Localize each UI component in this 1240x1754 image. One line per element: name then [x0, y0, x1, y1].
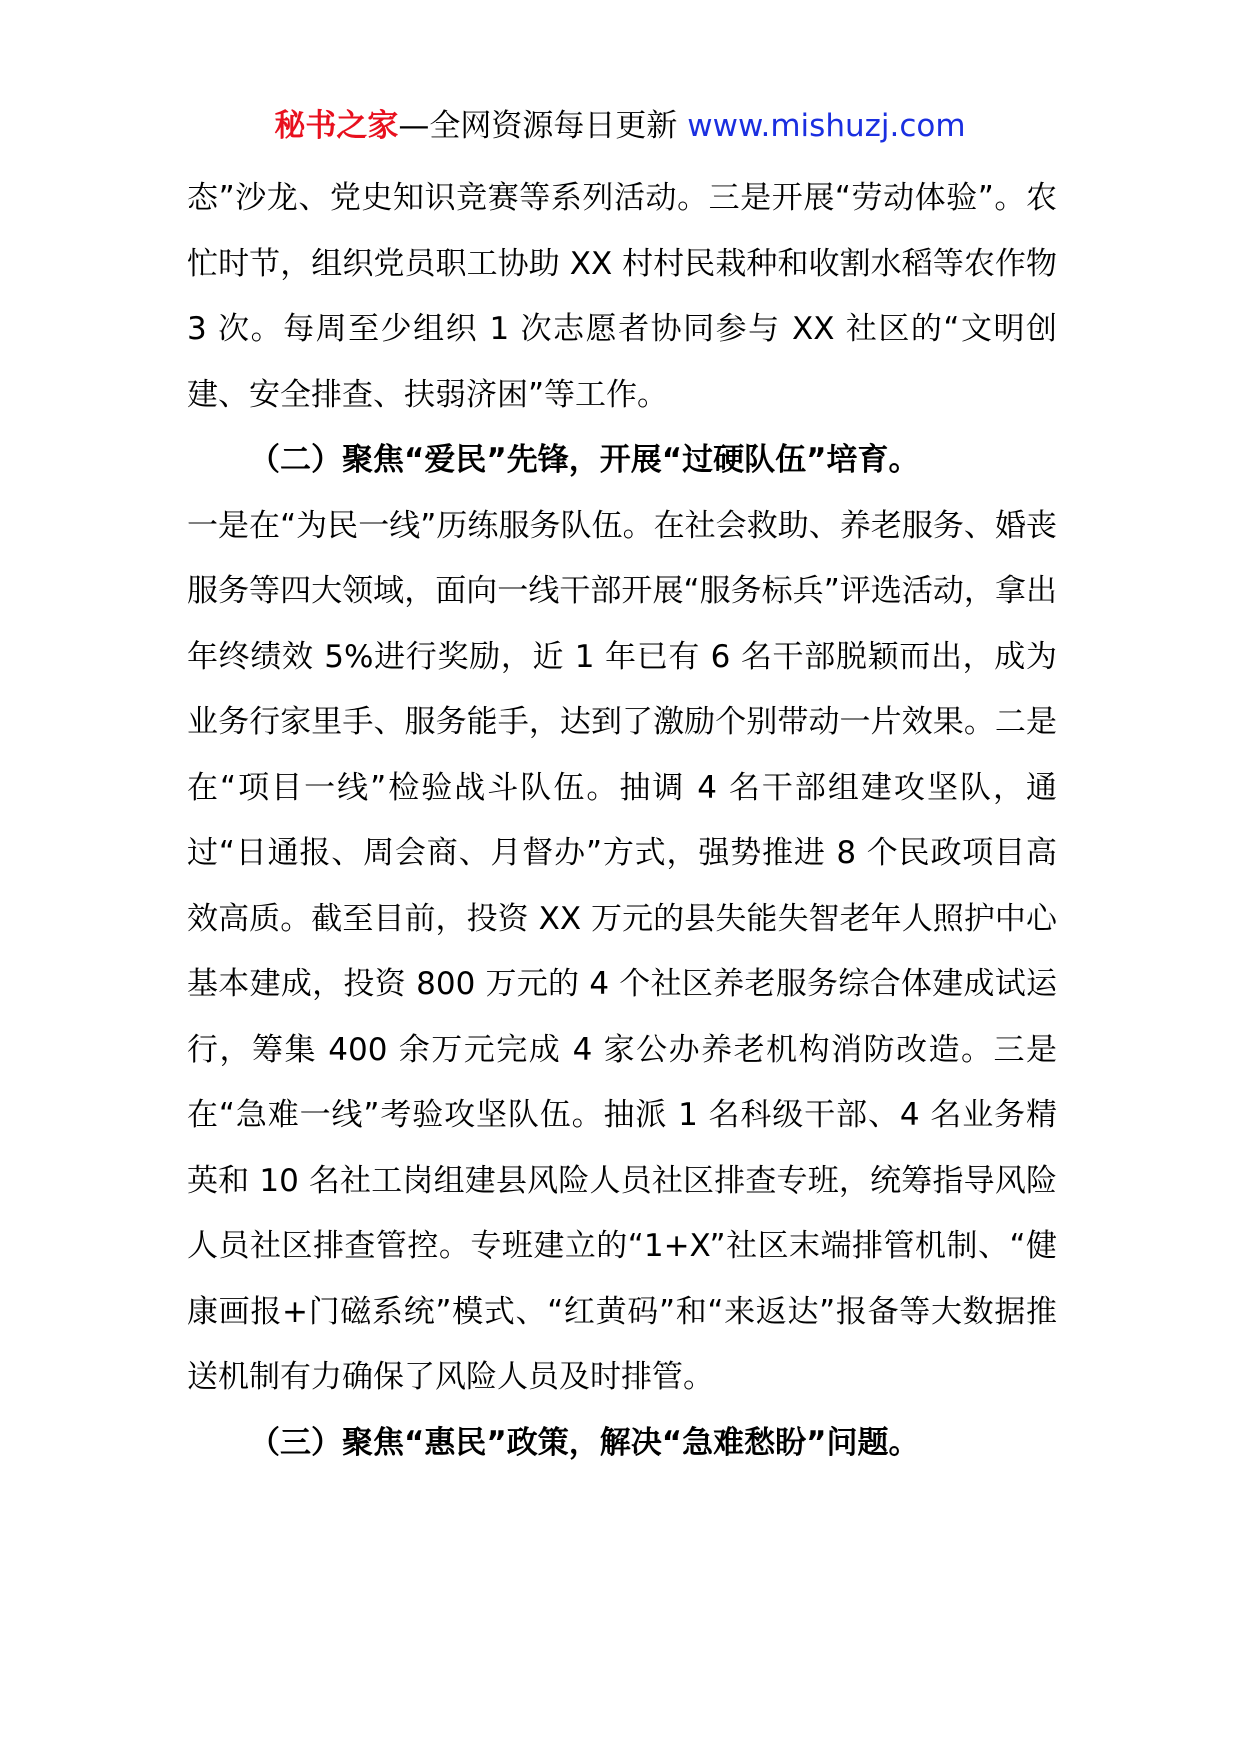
- section-heading-2: （二）聚焦“爱民”先锋，开展“过硬队伍”培育。: [249, 442, 920, 478]
- site-url-link[interactable]: www.mishuzj.com: [687, 108, 966, 144]
- paragraph-continuation: 态”沙龙、党史知识竞赛等系列活动。三是开展“劳动体验”。农忙时节，组织党员职工协助 XX 村村民栽种和收割水稻等农作物 3 次。每周至少组织 1 次志愿者协同参与 XX 社区的“文明创建、安全排查、扶弱济困”等工作。: [187, 180, 1057, 413]
- section-heading-3: （三）聚焦“惠民”政策，解决“急难愁盼”问题。: [249, 1424, 920, 1461]
- brand-name: 秘书之家: [274, 108, 399, 144]
- watermark-header: [0, 104, 1240, 148]
- header-tagline: —全网资源每日更新: [398, 108, 688, 144]
- paragraph-team-building: 一是在“为民一线”历练服务队伍。在社会救助、养老服务、婚丧服务等四大领域，面向一线干部开展“服务标兵”评选活动，拿出年终绩效 5%进行奖励，近 1 年已有 6 名干部脱颖而出，成为业务行家里手、服务能手，达到了激励个别带动一片效果。二是在“项目一线”检验战斗队伍。抽调 4 名干部组建攻坚队，通过“日通报、周会商、月督办”方式，强势推进 8 个民政项目高效高质。截至目前，投资 XX 万元的县失能失智老年人照护中心基本建成，投资 800 万元的 4 个社区养老服务综合体建成试运行，筹集 400 余万元完成 4 家公办养老机构消防改造。三是在“急难一线”考验攻坚队伍。抽派 1 名科级干部、4 名业务精英和 10 名社工岗组建县风险人员社区排查专班，统筹指导风险人员社区排查管控。专班建立的“1+X”社区末端排管机制、“健康画报+门磁系统”模式、“红黄码”和“来返达”报备等大数据推送机制有力确保了风险人员及时排管。: [187, 507, 1057, 1395]
- document-body: [187, 166, 1057, 1476]
